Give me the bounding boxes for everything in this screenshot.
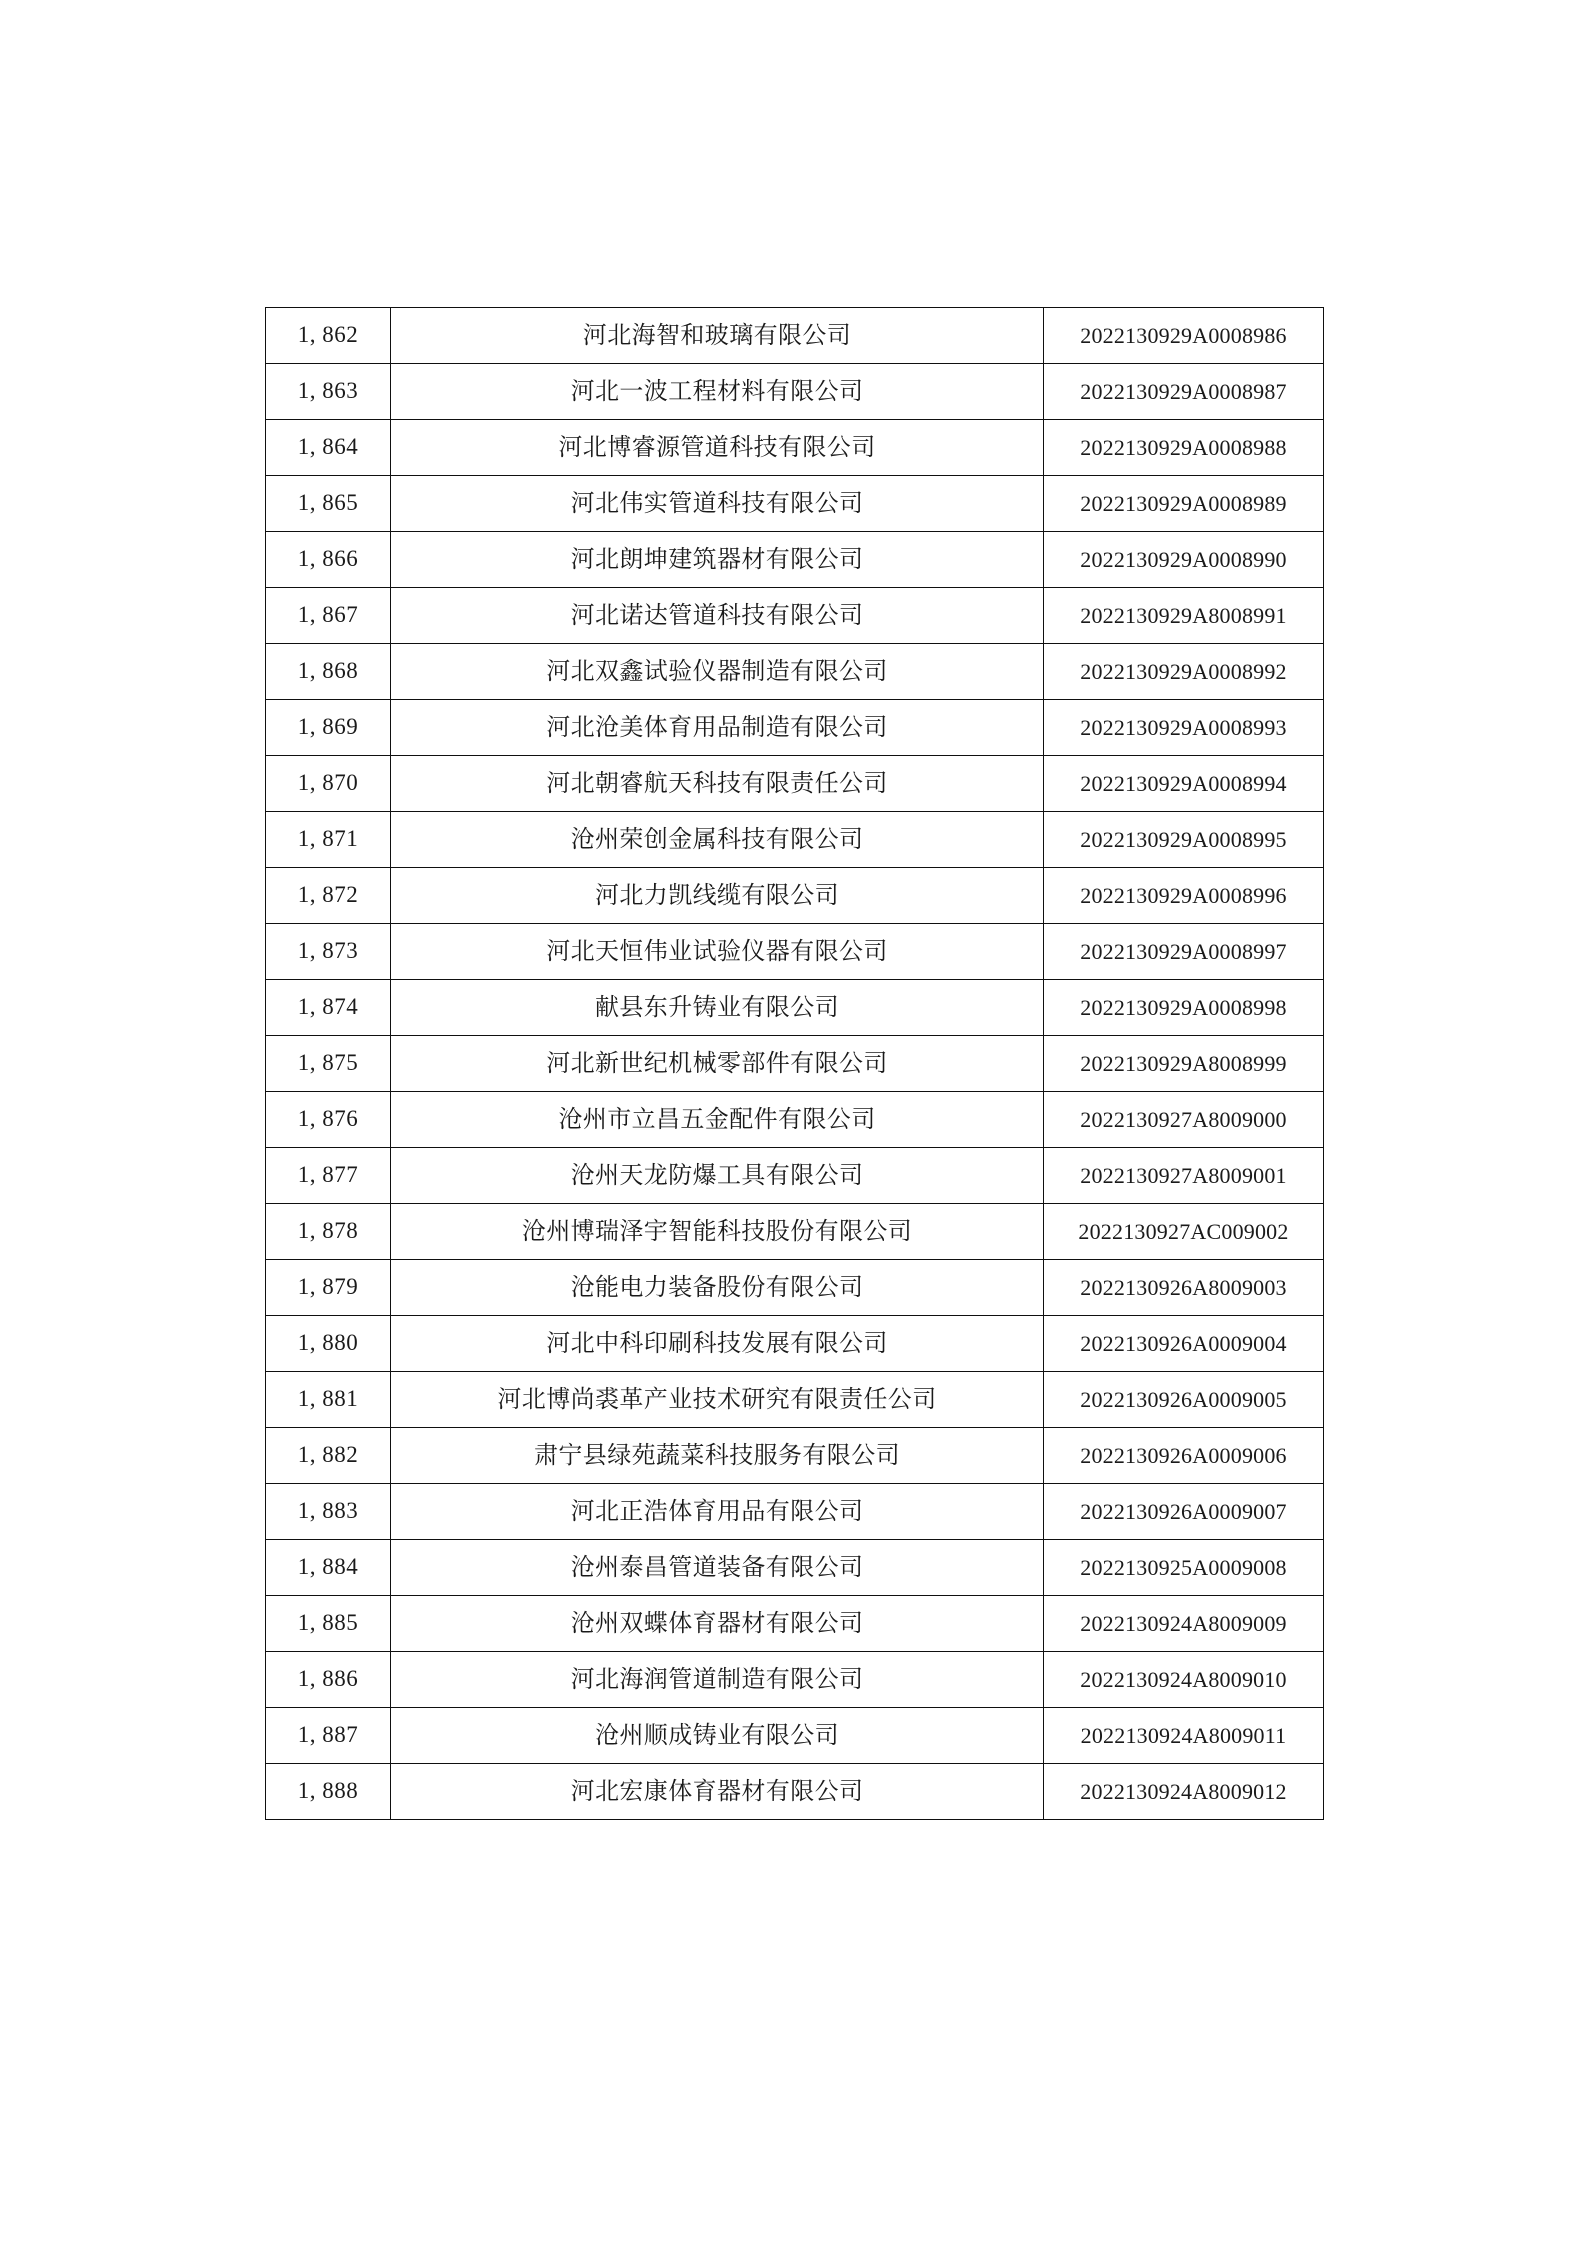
- row-index-cell: 1, 865: [266, 476, 391, 532]
- registration-code-cell: 2022130929A0008988: [1044, 420, 1324, 476]
- company-name-cell: 沧州双蝶体育器材有限公司: [391, 1596, 1044, 1652]
- company-name-cell: 河北沧美体育用品制造有限公司: [391, 700, 1044, 756]
- row-index-cell: 1, 873: [266, 924, 391, 980]
- company-name-cell: 河北天恒伟业试验仪器有限公司: [391, 924, 1044, 980]
- table-row: [266, 644, 1324, 700]
- table-row: [266, 980, 1324, 1036]
- row-index-cell: 1, 885: [266, 1596, 391, 1652]
- company-name-cell: 河北正浩体育用品有限公司: [391, 1484, 1044, 1540]
- company-name-cell: 河北双鑫试验仪器制造有限公司: [391, 644, 1044, 700]
- company-name-cell: 献县东升铸业有限公司: [391, 980, 1044, 1036]
- registration-code-cell: 2022130924A8009012: [1044, 1764, 1324, 1820]
- row-index-cell: 1, 880: [266, 1316, 391, 1372]
- table-row: [266, 756, 1324, 812]
- registration-code-cell: 2022130929A0008994: [1044, 756, 1324, 812]
- table-row: [266, 588, 1324, 644]
- registration-code-cell: 2022130926A0009006: [1044, 1428, 1324, 1484]
- table-row: [266, 1148, 1324, 1204]
- table-row: [266, 1316, 1324, 1372]
- table-row: [266, 1428, 1324, 1484]
- registration-code-cell: 2022130929A0008993: [1044, 700, 1324, 756]
- row-index-cell: 1, 870: [266, 756, 391, 812]
- company-name-cell: 沧州天龙防爆工具有限公司: [391, 1148, 1044, 1204]
- row-index-cell: 1, 862: [266, 308, 391, 364]
- table-row: [266, 1540, 1324, 1596]
- table-row: [266, 868, 1324, 924]
- table-row: [266, 1652, 1324, 1708]
- table-row: [266, 1764, 1324, 1820]
- row-index-cell: 1, 874: [266, 980, 391, 1036]
- company-name-cell: 沧州荣创金属科技有限公司: [391, 812, 1044, 868]
- row-index-cell: 1, 884: [266, 1540, 391, 1596]
- row-index-cell: 1, 879: [266, 1260, 391, 1316]
- company-name-cell: 沧州泰昌管道装备有限公司: [391, 1540, 1044, 1596]
- row-index-cell: 1, 869: [266, 700, 391, 756]
- registration-code-cell: 2022130929A0008992: [1044, 644, 1324, 700]
- table-row: [266, 1596, 1324, 1652]
- row-index-cell: 1, 868: [266, 644, 391, 700]
- registration-code-cell: 2022130927AC009002: [1044, 1204, 1324, 1260]
- table-row: [266, 364, 1324, 420]
- company-name-cell: 河北朗坤建筑器材有限公司: [391, 532, 1044, 588]
- table-row: [266, 1372, 1324, 1428]
- company-name-cell: 河北一波工程材料有限公司: [391, 364, 1044, 420]
- row-index-cell: 1, 867: [266, 588, 391, 644]
- registration-code-cell: 2022130929A8008991: [1044, 588, 1324, 644]
- row-index-cell: 1, 875: [266, 1036, 391, 1092]
- table-row: [266, 476, 1324, 532]
- company-name-cell: 河北力凯线缆有限公司: [391, 868, 1044, 924]
- company-name-cell: 河北新世纪机械零部件有限公司: [391, 1036, 1044, 1092]
- table-row: [266, 1484, 1324, 1540]
- table-row: [266, 1708, 1324, 1764]
- registration-code-cell: 2022130925A0009008: [1044, 1540, 1324, 1596]
- company-name-cell: 河北博尚裘革产业技术研究有限责任公司: [391, 1372, 1044, 1428]
- company-name-cell: 沧州顺成铸业有限公司: [391, 1708, 1044, 1764]
- table-row: [266, 1092, 1324, 1148]
- registration-code-cell: 2022130929A0008990: [1044, 532, 1324, 588]
- registration-code-cell: 2022130929A0008998: [1044, 980, 1324, 1036]
- table-row: [266, 308, 1324, 364]
- registration-code-cell: 2022130929A0008989: [1044, 476, 1324, 532]
- row-index-cell: 1, 881: [266, 1372, 391, 1428]
- company-name-cell: 河北博睿源管道科技有限公司: [391, 420, 1044, 476]
- company-name-cell: 河北海智和玻璃有限公司: [391, 308, 1044, 364]
- row-index-cell: 1, 877: [266, 1148, 391, 1204]
- registration-code-cell: 2022130929A0008996: [1044, 868, 1324, 924]
- company-name-cell: 沧州博瑞泽宇智能科技股份有限公司: [391, 1204, 1044, 1260]
- table-row: [266, 420, 1324, 476]
- row-index-cell: 1, 878: [266, 1204, 391, 1260]
- registration-code-cell: 2022130929A0008987: [1044, 364, 1324, 420]
- registration-code-cell: 2022130924A8009011: [1044, 1708, 1324, 1764]
- registry-table: [265, 307, 1324, 1820]
- registry-table-container: [265, 307, 1323, 1820]
- company-name-cell: 河北伟实管道科技有限公司: [391, 476, 1044, 532]
- registration-code-cell: 2022130929A0008997: [1044, 924, 1324, 980]
- registration-code-cell: 2022130927A8009000: [1044, 1092, 1324, 1148]
- company-name-cell: 河北宏康体育器材有限公司: [391, 1764, 1044, 1820]
- table-row: [266, 1036, 1324, 1092]
- row-index-cell: 1, 882: [266, 1428, 391, 1484]
- registration-code-cell: 2022130924A8009009: [1044, 1596, 1324, 1652]
- row-index-cell: 1, 866: [266, 532, 391, 588]
- registration-code-cell: 2022130929A0008995: [1044, 812, 1324, 868]
- table-row: [266, 532, 1324, 588]
- row-index-cell: 1, 876: [266, 1092, 391, 1148]
- row-index-cell: 1, 887: [266, 1708, 391, 1764]
- registration-code-cell: 2022130926A0009007: [1044, 1484, 1324, 1540]
- company-name-cell: 河北中科印刷科技发展有限公司: [391, 1316, 1044, 1372]
- registration-code-cell: 2022130926A0009004: [1044, 1316, 1324, 1372]
- registration-code-cell: 2022130929A8008999: [1044, 1036, 1324, 1092]
- row-index-cell: 1, 883: [266, 1484, 391, 1540]
- table-row: [266, 700, 1324, 756]
- company-name-cell: 沧州市立昌五金配件有限公司: [391, 1092, 1044, 1148]
- registration-code-cell: 2022130929A0008986: [1044, 308, 1324, 364]
- company-name-cell: 河北朝睿航天科技有限责任公司: [391, 756, 1044, 812]
- table-row: [266, 812, 1324, 868]
- registration-code-cell: 2022130926A0009005: [1044, 1372, 1324, 1428]
- company-name-cell: 肃宁县绿苑蔬菜科技服务有限公司: [391, 1428, 1044, 1484]
- registry-table-body: [266, 308, 1324, 1820]
- row-index-cell: 1, 872: [266, 868, 391, 924]
- row-index-cell: 1, 888: [266, 1764, 391, 1820]
- registration-code-cell: 2022130927A8009001: [1044, 1148, 1324, 1204]
- registration-code-cell: 2022130926A8009003: [1044, 1260, 1324, 1316]
- table-row: [266, 1260, 1324, 1316]
- row-index-cell: 1, 871: [266, 812, 391, 868]
- company-name-cell: 河北海润管道制造有限公司: [391, 1652, 1044, 1708]
- company-name-cell: 河北诺达管道科技有限公司: [391, 588, 1044, 644]
- row-index-cell: 1, 863: [266, 364, 391, 420]
- table-row: [266, 924, 1324, 980]
- registration-code-cell: 2022130924A8009010: [1044, 1652, 1324, 1708]
- table-row: [266, 1204, 1324, 1260]
- row-index-cell: 1, 886: [266, 1652, 391, 1708]
- company-name-cell: 沧能电力装备股份有限公司: [391, 1260, 1044, 1316]
- row-index-cell: 1, 864: [266, 420, 391, 476]
